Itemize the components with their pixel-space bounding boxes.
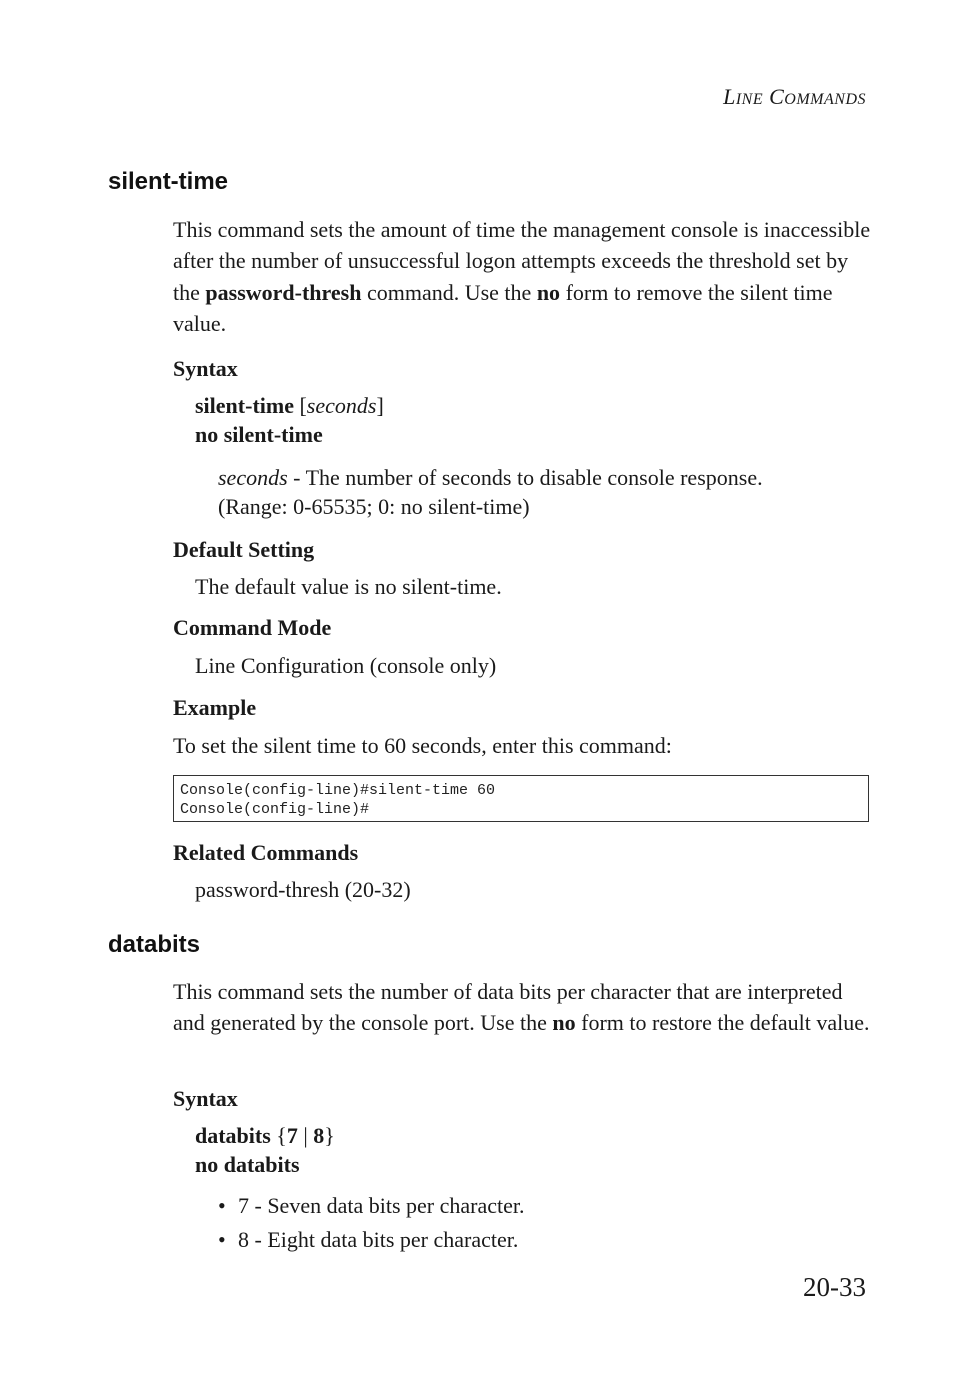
syntax-command: silent-time <box>195 393 294 418</box>
header-cap-1: L <box>723 84 736 109</box>
databits-description <box>173 976 873 1039</box>
desc-bold-command: password-thresh <box>205 279 362 305</box>
example-text: To set the silent time to 60 seconds, enter this command: <box>173 733 672 758</box>
syntax-brace: { <box>270 1123 287 1148</box>
databits-syntax-line-1 <box>195 1121 335 1150</box>
syntax-heading: Syntax <box>173 1086 238 1111</box>
bullet-icon: • <box>218 1227 226 1252</box>
param-desc: - The number of seconds to disable console response. <box>287 465 763 490</box>
syntax-command: databits <box>195 1123 271 1148</box>
list-item-text: 7 - Seven data bits per character. <box>238 1193 525 1218</box>
syntax-separator: | <box>297 1123 314 1148</box>
desc-bold-no: no <box>536 279 561 305</box>
header-rest-2: OMMANDS <box>784 91 866 108</box>
desc-text: This command sets the number of data bits per character that are interpreted and generated by the console port. Use the <box>173 979 843 1036</box>
code-line: Console(config-line)# <box>180 801 370 818</box>
default-setting-text: The default value is no silent-time. <box>195 574 502 599</box>
command-mode-text: Line Configuration (console only) <box>195 653 497 678</box>
syntax-option: 7 <box>286 1123 298 1148</box>
list-item <box>218 1227 518 1253</box>
param-name: seconds <box>218 465 288 490</box>
header-cap-2: C <box>769 84 785 109</box>
silent-time-description <box>173 214 873 339</box>
list-item-text: 8 - Eight data bits per character. <box>238 1227 519 1252</box>
list-item <box>218 1193 524 1219</box>
section-title-databits: databits <box>108 931 201 958</box>
syntax-param: seconds <box>306 393 377 418</box>
syntax-option: 8 <box>313 1123 325 1148</box>
databits-syntax-line-2: no databits <box>195 1152 300 1177</box>
page-number: 20-33 <box>803 1272 866 1302</box>
desc-text: form to restore the default value. <box>575 1010 870 1036</box>
syntax-bracket: ] <box>376 393 384 418</box>
code-example <box>173 775 869 822</box>
syntax-line-2: no silent-time <box>195 422 323 447</box>
related-commands-heading: Related Commands <box>173 840 359 865</box>
param-range: (Range: 0-65535; 0: no silent-time) <box>218 494 530 519</box>
syntax-line-1 <box>195 391 384 420</box>
header-rest-1: INE <box>735 91 764 108</box>
code-line: Console(config-line)#silent-time 60 <box>180 782 496 799</box>
command-mode-heading: Command Mode <box>173 615 332 640</box>
desc-text: command. Use the <box>361 279 537 305</box>
param-description <box>218 463 858 521</box>
default-setting-heading: Default Setting <box>173 537 315 562</box>
running-header <box>723 84 866 110</box>
syntax-bracket: [ <box>293 393 307 418</box>
desc-text: This command sets the amount of time the management console is inaccessible after the number of unsuccessful logon attempts exceeds the threshold set by the <box>173 217 871 305</box>
section-title-silent-time: silent-time <box>108 168 229 195</box>
desc-text: form to remove the silent time value. <box>173 279 833 336</box>
related-commands-text: password-thresh (20-32) <box>195 877 411 902</box>
bullet-icon: • <box>218 1193 226 1218</box>
example-heading: Example <box>173 695 257 720</box>
desc-bold-no: no <box>552 1010 576 1036</box>
syntax-heading: Syntax <box>173 356 238 381</box>
syntax-brace: } <box>324 1123 335 1148</box>
